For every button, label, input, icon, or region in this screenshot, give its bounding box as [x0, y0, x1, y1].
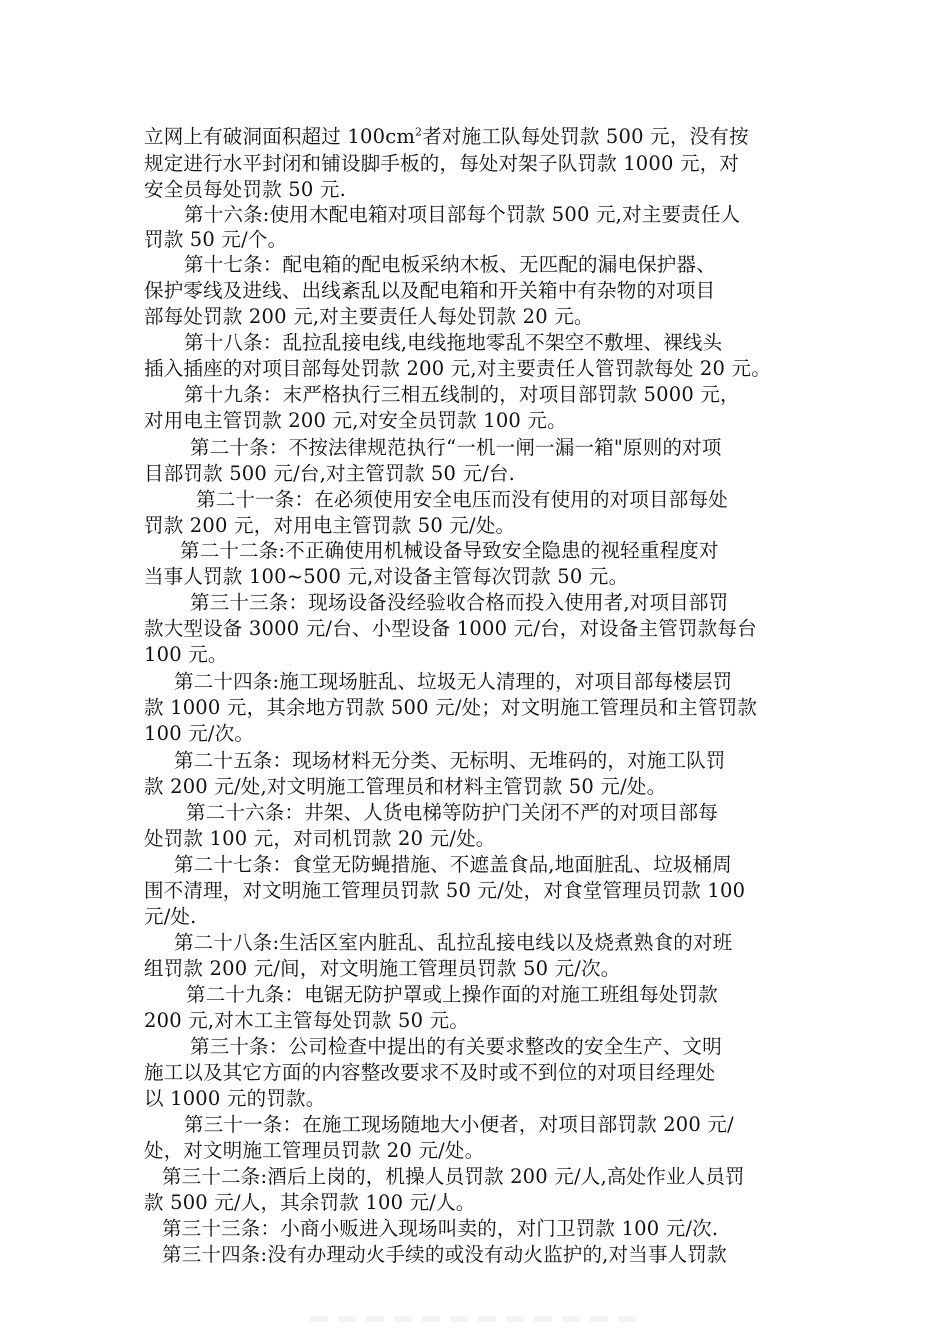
- text-line: [184, 382, 864, 408]
- text-line: [174, 748, 854, 774]
- text-line: [190, 435, 870, 461]
- text-line: [174, 852, 854, 878]
- line-text: 以 1000 元的罚款。: [144, 1087, 326, 1110]
- text-line: [162, 1242, 842, 1268]
- line-text: 规定进行水平封闭和铺设脚手板的，每处对架子队罚款 1000 元，对: [144, 152, 740, 175]
- line-text: 第二十八条:生活区室内脏乱、乱拉乱接电线以及烧煮熟食的对班: [174, 931, 733, 954]
- text-line: [174, 930, 854, 956]
- text-line: [174, 669, 854, 695]
- line-text: 第十七条：配电箱的配电板采纳木板、无匹配的漏电保护器、: [184, 253, 716, 276]
- text-line: [144, 1138, 824, 1164]
- text-line: [144, 513, 824, 539]
- line-text: 第三十二条:酒后上岗的，机操人员罚款 200 元/人,高处作业人员罚: [162, 1165, 745, 1188]
- text-line: [162, 1216, 842, 1242]
- line-text: 施工以及其它方面的内容整改要求不及时或不到位的对项目经理处: [144, 1061, 716, 1084]
- text-line: [196, 487, 876, 513]
- faint-footer-artifact: [310, 1316, 640, 1322]
- text-line: [162, 1164, 842, 1190]
- line-text: 200 元,对木工主管每处罚款 50 元。: [144, 1009, 470, 1032]
- text-line: [144, 461, 824, 487]
- line-text: 第二十五条：现场材料无分类、无标明、无堆码的，对施工队罚: [174, 749, 726, 772]
- line-text: 第三十三条：现场设备没经验收合格而投入使用者,对项目部罚: [190, 591, 729, 614]
- line-text: 处罚款 100 元，对司机罚款 20 元/处。: [144, 827, 496, 850]
- text-line: [180, 538, 860, 564]
- line-text: 第十九条：末严格执行三相五线制的，对项目部罚款 5000 元，: [184, 383, 740, 406]
- text-line: [184, 252, 864, 278]
- superscript: 2: [415, 125, 423, 139]
- line-text: 100 元/次。: [144, 722, 255, 745]
- text-line: [144, 304, 824, 330]
- line-text: 第三十一条：在施工现场随地大小便者，对项目部罚款 200 元/: [184, 1113, 734, 1136]
- line-text: 当事人罚款 100~500 元,对设备主管每次罚款 50 元。: [144, 565, 629, 588]
- text-line: [190, 1034, 870, 1060]
- text-line: [144, 356, 824, 382]
- text-line: [144, 956, 824, 982]
- text-line: [144, 278, 824, 304]
- text-line: [144, 774, 824, 800]
- text-line: [144, 124, 824, 150]
- text-line: [144, 695, 824, 721]
- text-line: [144, 1190, 824, 1216]
- text-line: [144, 1008, 824, 1034]
- text-line: [144, 1060, 824, 1086]
- line-text: 处，对文明施工管理员罚款 20 元/处。: [144, 1139, 485, 1162]
- text-line: [144, 408, 824, 434]
- text-line: [186, 800, 866, 826]
- text-line: [144, 151, 824, 177]
- line-text: 款 1000 元，其余地方罚款 500 元/处；对文明施工管理员和主管罚款: [144, 696, 758, 719]
- text-line: [144, 721, 824, 747]
- line-text: 第二十二条:不正确使用机械设备导致安全隐患的视轻重程度对: [180, 539, 719, 562]
- line-text: 第三十条：公司检查中提出的有关要求整改的安全生产、文明: [190, 1035, 722, 1058]
- line-text: 第二十六条：井架、人货电梯等防护门关闭不严的对项目部每: [186, 801, 718, 824]
- text-line: [184, 330, 864, 356]
- line-text-continued: 者对施工队每处罚款 500 元，没有按: [422, 125, 749, 148]
- line-text: 第十六条:使用木配电箱对项目部每个罚款 500 元,对主要责任人: [184, 203, 741, 226]
- line-text: 目部罚款 500 元/台,对主管罚款 50 元/台.: [144, 462, 516, 485]
- line-text: 款 200 元/处,对文明施工管理员和材料主管罚款 50 元/处。: [144, 775, 667, 798]
- line-text: 插入插座的对项目部每处罚款 200 元,对主要责任人管罚款每处 20 元。: [144, 357, 771, 380]
- line-text: 第二十四条:施工现场脏乱、垃圾无人清理的，对项目部每楼层罚: [174, 670, 733, 693]
- line-text: 款大型设备 3000 元/台、小型设备 1000 元/台，对设备主管罚款每台: [144, 617, 757, 640]
- text-line: [144, 1086, 824, 1112]
- text-line: [144, 904, 824, 930]
- text-line: [144, 564, 824, 590]
- line-text: 元/处.: [144, 905, 197, 928]
- line-text: 部每处罚款 200 元,对主要责任人每处罚款 20 元。: [144, 305, 594, 328]
- line-text: 第二十九条：电锯无防护罩或上操作面的对施工班组每处罚款: [186, 983, 718, 1006]
- line-text: 保护零线及进线、出线紊乱以及配电箱和开关箱中有杂物的对项目: [144, 279, 716, 302]
- text-line: [184, 1112, 864, 1138]
- text-line: [144, 616, 824, 642]
- line-text: 安全员每处罚款 50 元.: [144, 178, 347, 201]
- line-text: 第三十四条:没有办理动火手续的或没有动火监护的,对当事人罚款: [162, 1243, 727, 1266]
- line-text: 立网上有破洞面积超过 100cm: [144, 125, 416, 148]
- text-line: [144, 642, 824, 668]
- line-text: 罚款 200 元，对用电主管罚款 50 元/处。: [144, 514, 516, 537]
- line-text: 款 500 元/人，其余罚款 100 元/人。: [144, 1191, 476, 1214]
- text-line: [144, 177, 824, 203]
- text-line: [144, 826, 824, 852]
- line-text: 第二十七条：食堂无防蝇措施、不遮盖食品,地面脏乱、垃圾桶周: [174, 853, 732, 876]
- text-line: [144, 227, 824, 253]
- line-text: 对用电主管罚款 200 元,对安全员罚款 100 元。: [144, 409, 567, 432]
- line-text: 第二十一条：在必须使用安全电压而没有使用的对项目部每处: [196, 488, 728, 511]
- text-line: [190, 590, 870, 616]
- text-line: [186, 982, 866, 1008]
- line-text: 100 元。: [144, 643, 228, 666]
- line-text: 第二十条：不按法律规范执行“一机一闸一漏一箱"原则的对项: [190, 436, 722, 459]
- text-line: [144, 878, 824, 904]
- line-text: 围不清理，对文明施工管理员罚款 50 元/处，对食堂管理员罚款 100: [144, 879, 746, 902]
- line-text: 第三十三条：小商小贩进入现场叫卖的，对门卫罚款 100 元/次.: [162, 1217, 719, 1240]
- line-text: 组罚款 200 元/间，对文明施工管理员罚款 50 元/次。: [144, 957, 621, 980]
- text-line: [184, 202, 864, 228]
- line-text: 罚款 50 元/个。: [144, 228, 288, 251]
- line-text: 第十八条：乱拉乱接电线,电线拖地零乱不架空不敷埋、裸线头: [184, 331, 723, 354]
